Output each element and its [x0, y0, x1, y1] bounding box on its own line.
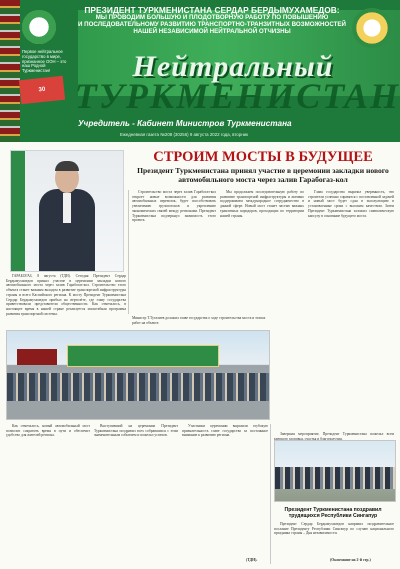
newspaper-title-bottom: ТУРКМЕНИСТАН — [74, 76, 400, 116]
ceremony-banner-left — [17, 349, 57, 365]
story-column-2 — [132, 190, 216, 314]
lead-headline — [72, 6, 352, 36]
story-title: СТРОИМ МОСТЫ В БУДУЩЕЕ — [153, 149, 373, 165]
sidebar-story-body — [274, 522, 394, 558]
story-paragraph: Как отмечалось, новый автомобильный мост позволит сократить время в пути и обеспечит удобство для жителей региона. — [6, 424, 90, 438]
story-paragraph: Участники церемонии выразили глубокую признательность главе государства за постоянное внимание к развитию региона. — [182, 424, 268, 438]
story-column-1 — [6, 274, 126, 326]
bridge-site-people — [275, 467, 395, 489]
anniversary-emblem-icon — [352, 8, 392, 48]
ceremony-crowd — [7, 373, 269, 401]
story-lower-column-2 — [94, 424, 178, 564]
ceremony-banner — [67, 345, 219, 367]
sidebar-story-title: Президент Туркменистана поздравил трудящихся Республики Сингапур — [284, 507, 382, 520]
president-portrait-photo — [10, 150, 124, 272]
state-emblem-icon — [22, 10, 56, 44]
story-lower-column-4 — [274, 432, 394, 440]
lead-headline-line3: И ПОСЛЕДОВАТЕЛЬНОМУ РАЗВИТИЮ ТРАНСПОРТНО-ТРАНЗИТНЫХ ВОЗМОЖНОСТЕЙ — [77, 21, 346, 29]
founder-tagline: Учредитель - Кабинет Министров Туркменистана — [78, 119, 292, 128]
issue-info: Ежедневная газета №208 (30256) 9 августа 2022 года, вторник — [120, 132, 248, 137]
lead-headline-line1: ПРЕЗИДЕНТ ТУРКМЕНИСТАНА СЕРДАР БЕРДЫМУХАМЕДОВ: — [84, 5, 340, 15]
lead-headline-line4: НАШЕЙ НЕЗАВИСИМОЙ НЕЙТРАЛЬНОЙ ОТЧИЗНЫ — [133, 28, 291, 36]
story-paragraph: Завершая мероприятие, Президент Туркменистана пожелал всем крепкого здоровья, счастья и благополучия. — [274, 432, 394, 440]
column-rule — [270, 424, 271, 564]
flag-stripe — [11, 151, 25, 271]
masthead — [0, 0, 400, 142]
lead-headline-line2: МЫ ПРОВОДИМ БОЛЬШУЮ И ПЛОДОТВОРНУЮ РАБОТУ ПО ПОВЫШЕНИЮ — [95, 14, 329, 22]
story-paragraph: Глава государства выразил уверенность, что строители успешно справятся с поставленной задачей и новый мост будет сдан в эксплуатацию в установленные сроки с высоким качеством. Затем Президент Туркменистана заложил символическую капсулу в основание будущего моста. — [308, 190, 394, 218]
sidebar-story-paragraph: Президент Сердар Бердымухамедов направил поздравительное послание Президенту Республики Сингапур по случаю национального праздника страны – Дня независимости. — [274, 522, 394, 536]
ceremony-photo — [6, 330, 270, 420]
story-paragraph: Выступивший на церемонии Президент Туркменистана поздравил всех собравшихся с этим знаменательным событием и пожелал успехов. — [94, 424, 178, 438]
newspaper-title-top: Нейтральный — [132, 50, 334, 83]
story-lower-column-1 — [6, 424, 90, 564]
bridge-site-photo — [274, 440, 396, 502]
source-signoff: (ТДН). — [246, 558, 258, 562]
story-column-4 — [308, 190, 394, 434]
photo-caption: Министр Т.Тугалиев доложил главе государства о ходе строительства моста и этапах работ на объекте. — [132, 316, 266, 325]
anniversary-badge: 30 — [19, 76, 65, 104]
ceremony-ground — [7, 401, 269, 419]
portrait-hair — [55, 161, 79, 171]
portrait-shirt — [63, 193, 71, 223]
continuation-note: (Окончание на 2-й стр.) — [330, 558, 371, 562]
column-rule — [128, 190, 129, 314]
story-lower-column-3 — [182, 424, 268, 564]
story-subtitle: Президент Туркменистана принял участие в церемонии закладки нового автомобильного моста через залив Гарабогаз-кол — [137, 166, 389, 184]
carpet-ornament — [0, 0, 20, 142]
story-paragraph: Строительство моста через залив Гарабогаз-кол откроет новые возможности для развития автомобильных перевозок, будет способствовать увеличению грузопотоков и укреплению экономических связей между регионами. Президент Туркменистана подчеркнул значимость этого проекта. — [132, 190, 216, 223]
story-paragraph: ГАРАБОГАЗ, 8 августа (ТДН). Сегодня Президент Сердар Бердымухамедов принял участие в церемонии закладки нового автомобильного моста через залив Гарабогаз-кол. Строительство этого объекта станет важным вкладом в развитие транспортной инфраструктуры страны и всего Каспийского региона. К мосту Президент Туркменистана Сердар Бердымухамедов прибыл на вертолёте, где главу государства приветствовали представители общественности. Как отмечалось, в настоящее время в нашей стране реализуется масштабная программа развития транспортной системы. — [6, 274, 126, 316]
neutrality-note: Первое нейтральное государство в мире, признанное ООН – это наш Родной Туркменистан! — [22, 49, 67, 74]
story-paragraph: Мы продолжаем последовательную работу по развитию транспортной инфраструктуры и активно поддерживаем международное сотрудничество в данной сфере. Новый мост станет частью важных транзитных коридоров, проходящих по территории нашей страны. — [220, 190, 304, 218]
